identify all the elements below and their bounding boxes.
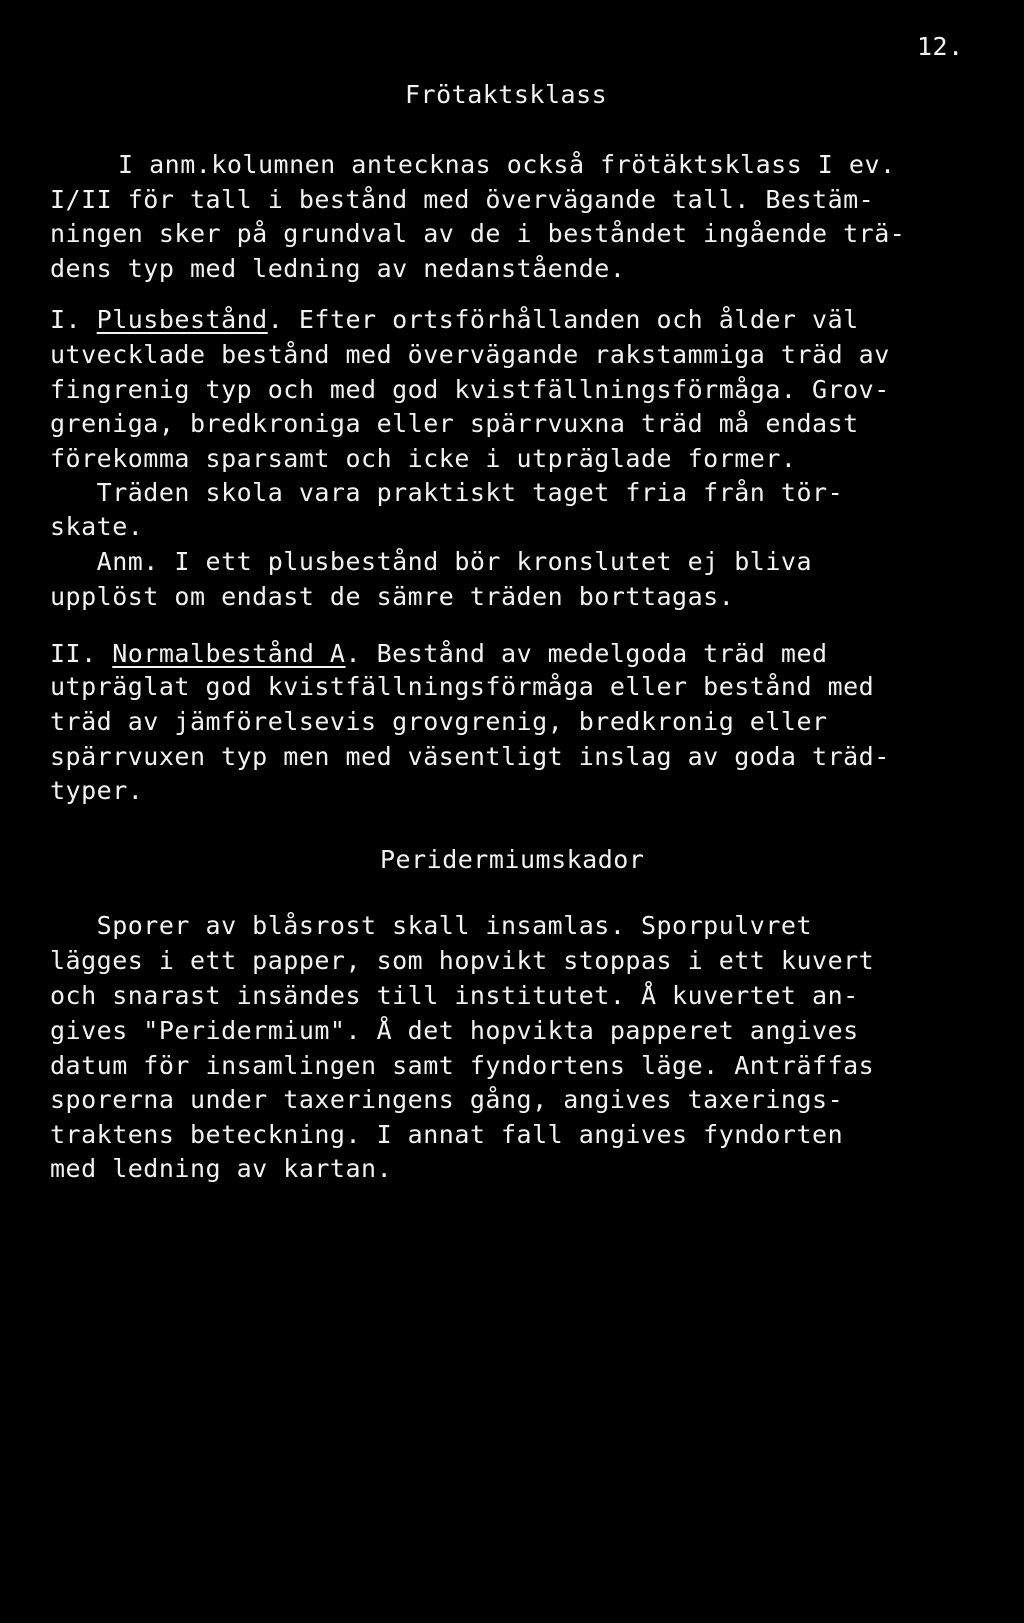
paragraph-line: upplöst om endast de sämre träden borttagas. bbox=[50, 582, 735, 611]
paragraph-line: fingrenig typ och med god kvistfällningsförmåga. Grov- bbox=[50, 375, 890, 404]
intro-line: I anm.kolumnen antecknas också frötäktsklass I ev. bbox=[118, 150, 896, 179]
intro-line: ningen sker på grundval av de i beståndet ingående trä- bbox=[50, 219, 906, 248]
paragraph-line: Träden skola vara praktiskt taget fria från tör- bbox=[50, 478, 844, 507]
paragraph-line: med ledning av kartan. bbox=[50, 1154, 393, 1183]
paragraph-line: utpräglat god kvistfällningsförmåga eller bestånd med bbox=[50, 672, 875, 701]
class-normalbestand-heading-line bbox=[50, 639, 828, 669]
paragraph-line: greniga, bredkroniga eller spärrvuxna träd må endast bbox=[50, 409, 859, 438]
paragraph-line: spärrvuxen typ men med väsentligt inslag av goda träd- bbox=[50, 742, 890, 771]
paragraph-line: Anm. I ett plusbestånd bör kronslutet ej bliva bbox=[50, 547, 813, 576]
class-plusbestand-heading-line bbox=[50, 305, 859, 335]
class-title-plusbestand: Plusbestånd bbox=[96, 305, 268, 334]
paragraph-line: datum för insamlingen samt fyndortens läge. Anträffas bbox=[50, 1051, 875, 1080]
paragraph-line: lägges i ett papper, som hopvikt stoppas i ett kuvert bbox=[50, 946, 875, 975]
intro-line: I/II för tall i bestånd med övervägande tall. Bestäm- bbox=[50, 185, 875, 214]
class-title-normalbestand-a: Normalbestånd A bbox=[112, 639, 346, 668]
paragraph-line: utvecklade bestånd med övervägande rakstammiga träd av bbox=[50, 340, 890, 369]
paragraph-line: Sporer av blåsrost skall insamlas. Sporpulvret bbox=[50, 911, 813, 940]
paragraph-line: sporerna under taxeringens gång, angives taxerings- bbox=[50, 1085, 844, 1114]
paragraph-line: traktens beteckning. I annat fall angives fyndorten bbox=[50, 1120, 844, 1149]
paragraph-line: typer. bbox=[50, 776, 144, 805]
class-heading-rest: . Bestånd av medelgoda träd med bbox=[345, 639, 828, 668]
section-heading-frotaktsklass: Frötaktsklass bbox=[405, 80, 608, 109]
class-heading-rest: . Efter ortsförhållanden och ålder väl bbox=[267, 305, 859, 334]
paragraph-line: träd av jämförelsevis grovgrenig, bredkronig eller bbox=[50, 707, 828, 736]
paragraph-line: gives "Peridermium". Å det hopvikta papperet angives bbox=[50, 1016, 859, 1045]
paragraph-line: förekomma sparsamt och icke i utpräglade former. bbox=[50, 444, 797, 473]
section-heading-peridermiumskador: Peridermiumskador bbox=[380, 845, 645, 874]
class-number: I. bbox=[50, 305, 97, 334]
class-number: II. bbox=[50, 639, 113, 668]
intro-line: dens typ med ledning av nedanstående. bbox=[50, 254, 626, 283]
page-number: 12. bbox=[917, 32, 964, 61]
paragraph-line: skate. bbox=[50, 512, 144, 541]
paragraph-line: och snarast insändes till institutet. Å kuvertet an- bbox=[50, 981, 859, 1010]
